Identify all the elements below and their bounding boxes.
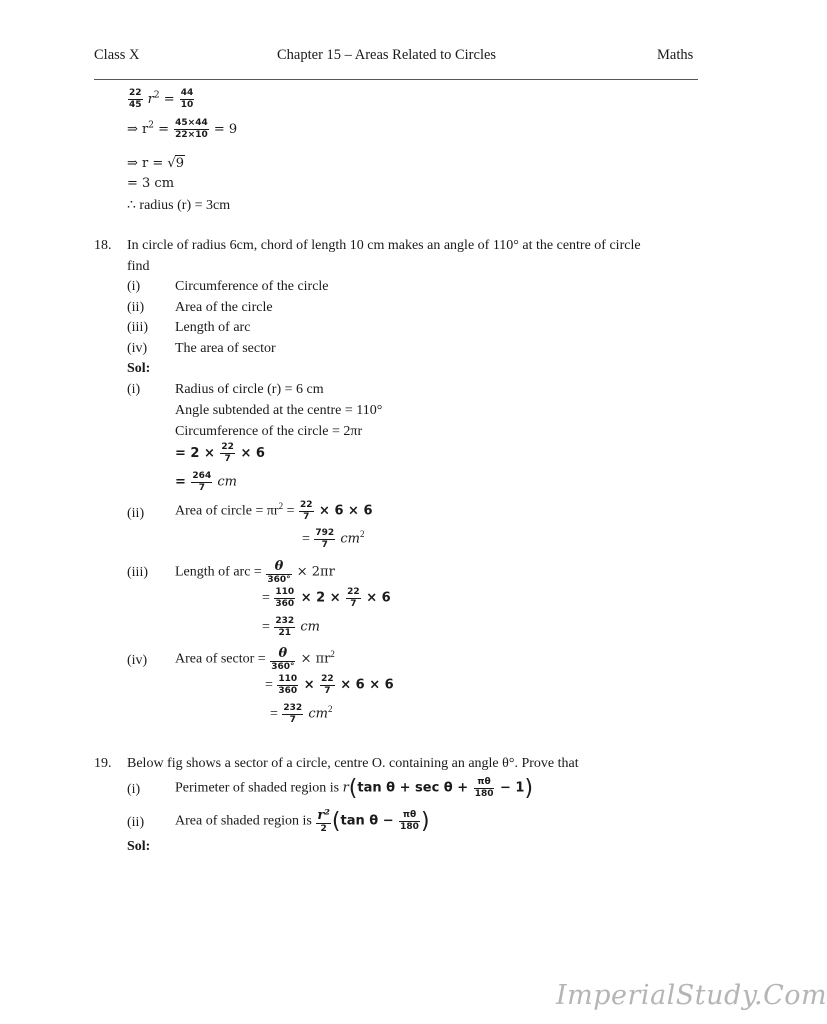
watermark-logo: ImperialStudy.Com: [556, 980, 827, 1011]
fraction: $\frac{22}{45}$: [129, 88, 142, 110]
list-item-text: The area of sector: [175, 341, 276, 356]
fraction: $\frac{22}{7}$: [347, 587, 360, 609]
fraction: $\frac{110}{360}$: [275, 587, 295, 609]
solution-label: Sol:: [127, 361, 151, 376]
list-item-label: (iii): [127, 320, 148, 335]
fraction: $\frac{232}{7}$: [283, 703, 303, 725]
equation-line: = $\frac{792}{7}$ $cm^2$: [302, 528, 365, 550]
fraction: $\frac{\text{r²}}{2}$: [317, 808, 330, 834]
fraction: $\frac{22}{7}$: [321, 674, 334, 696]
equation-line: Length of arc = $\frac{\theta}{360^\circ}$ × 2πr: [175, 559, 335, 585]
solution-label: Sol:: [127, 839, 151, 854]
fraction: $\frac{45\times 44}{22\times 10}$: [175, 118, 208, 140]
list-item-label: (ii): [127, 300, 145, 315]
fraction: $\frac{\pi\theta}{180}$: [474, 777, 494, 799]
equation-line: Area of sector = $\frac{\theta}{360^\circ}$ × $\pi r^2$: [175, 646, 335, 672]
prev-line-5: ∴ radius (r) = 3cm: [127, 198, 231, 213]
list-item-text: Length of arc: [175, 320, 251, 335]
fraction: $\frac{110}{360}$: [278, 674, 298, 696]
list-item-label: (iv): [127, 341, 148, 356]
solution-text: Radius of circle (r) = 6 cm: [175, 382, 324, 397]
header-chapter: Chapter 15 – Areas Related to Circles: [277, 47, 497, 63]
equation-line: = $\frac{110}{360}$ × 2 × $\frac{22}{7}$ × 6: [262, 587, 391, 609]
fraction: $\frac{22}{7}$: [221, 442, 234, 464]
question-text: Below fig shows a sector of a circle, centre O. containing an angle θ°. Prove that: [127, 756, 579, 771]
fraction: $\frac{\pi\theta}{180}$: [400, 810, 419, 832]
part-label: (iii): [127, 565, 148, 580]
part-label: (iv): [127, 653, 148, 668]
part-label: (i): [127, 382, 141, 397]
list-item-text: Area of the circle: [175, 300, 273, 315]
fraction: $\frac{\theta}{360^\circ}$: [271, 646, 295, 672]
part-label: (ii): [127, 815, 145, 830]
header-class: Class X: [94, 47, 140, 63]
equation-line: = $\frac{232}{7}$ $cm^2$: [270, 703, 333, 725]
list-item-text: Circumference of the circle: [175, 279, 329, 294]
question-number: 18.: [94, 238, 112, 253]
prev-line-4: = 3 cm: [127, 176, 175, 191]
part-label: (i): [127, 782, 141, 797]
equation-line: Area of shaded region is $\frac{\text{r²}}{2}$ (tan θ − $\frac{\pi\theta}{180}$ ): [175, 808, 430, 834]
list-item-label: (i): [127, 279, 141, 294]
fraction: $\frac{\theta}{360^\circ}$: [267, 559, 291, 585]
question-text: In circle of radius 6cm, chord of length 10 cm makes an angle of 110° at the centre of circle: [127, 238, 641, 253]
solution-text: Circumference of the circle = 2πr: [175, 424, 363, 439]
question-text: find: [127, 259, 150, 274]
fraction: $\frac{792}{7}$: [315, 528, 335, 550]
fraction: $\frac{44}{10}$: [180, 88, 194, 110]
header-subject: Maths: [657, 47, 694, 63]
equation-line: = $\frac{110}{360}$ × $\frac{22}{7}$ × 6 × 6: [265, 674, 394, 696]
prev-line-3: ⇒ r = √9: [127, 156, 184, 171]
equation-line: = $\frac{264}{7}$ cm: [175, 471, 237, 493]
fraction: $\frac{232}{21}$: [275, 616, 295, 638]
prev-line-1: $\frac{22}{45}$ $r^2$ = $\frac{44}{10}$: [129, 88, 194, 110]
equation-line: Perimeter of shaded region is r(tan θ + sec θ + $\frac{\pi\theta}{180}$ − 1): [175, 776, 534, 801]
part-label: (ii): [127, 506, 145, 521]
prev-line-2: ⇒ $r^2$ = $\frac{45\times 44}{22\times 10}$ = 9: [127, 118, 238, 140]
equation-line: = $\frac{232}{21}$ cm: [262, 616, 320, 638]
header-rule: [94, 79, 698, 80]
fraction: $\frac{22}{7}$: [299, 500, 313, 522]
question-number: 19.: [94, 756, 112, 771]
fraction: $\frac{264}{7}$: [192, 471, 212, 493]
equation-line: = 2 × $\frac{22}{7}$ × 6: [175, 442, 265, 464]
equation-line: Area of circle = $\pi r^2$ = $\frac{22}{7}$ × 6 × 6: [175, 500, 373, 522]
solution-text: Angle subtended at the centre = 110°: [175, 403, 383, 418]
